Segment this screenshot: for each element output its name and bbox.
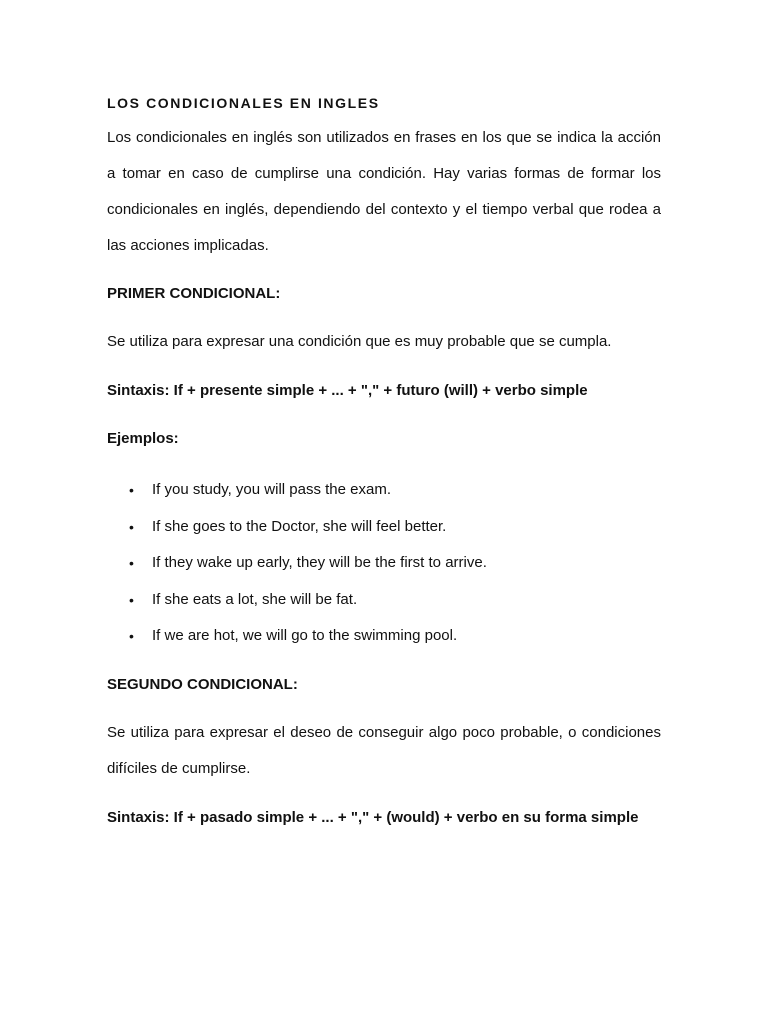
bullet-icon: •	[129, 518, 134, 535]
examples-heading: Ejemplos:	[107, 430, 179, 447]
list-item	[107, 509, 487, 546]
example-text: If she goes to the Doctor, she will feel better.	[152, 517, 447, 535]
first-conditional-heading: PRIMER CONDICIONAL:	[107, 285, 281, 302]
second-conditional-description: Se utiliza para expresar el deseo de conseguir algo poco probable, o condiciones difíciles de cumplirse.	[107, 724, 661, 777]
document-title: LOS CONDICIONALES EN INGLES	[107, 95, 380, 111]
example-text: If she eats a lot, she will be fat.	[152, 590, 358, 608]
first-conditional-description: Se utiliza para expresar una condición que es muy probable que se cumpla.	[107, 333, 612, 350]
second-conditional-heading: SEGUNDO CONDICIONAL:	[107, 676, 298, 693]
bullet-icon: •	[129, 482, 134, 498]
list-item	[107, 545, 487, 582]
list-item	[107, 618, 487, 655]
example-text: If we are hot, we will go to the swimming pool.	[152, 627, 458, 645]
example-text: If they wake up early, they will be the first to arrive.	[152, 554, 487, 572]
first-conditional-syntax: Sintaxis: If + presente simple + ... + "," + futuro (will) + verbo simple	[107, 382, 588, 399]
list-item	[107, 472, 487, 509]
second-conditional-syntax: Sintaxis: If + pasado simple + ... + "," + (would) + verbo en su forma simple	[107, 809, 639, 826]
list-item	[107, 582, 487, 619]
bullet-icon: •	[129, 628, 134, 645]
bullet-icon: •	[129, 555, 134, 572]
intro-paragraph: Los condicionales en inglés son utilizados en frases en los que se indica la acción a tomar en caso de cumplirse una condición. Hay varias formas de formar los condicionales en inglés, dependiendo del contexto y el tiempo verbal que rodea a las acciones implicadas.	[107, 129, 661, 254]
example-text: If you study, you will pass the exam.	[152, 481, 391, 498]
examples-list	[107, 472, 487, 655]
bullet-icon: •	[129, 591, 134, 608]
